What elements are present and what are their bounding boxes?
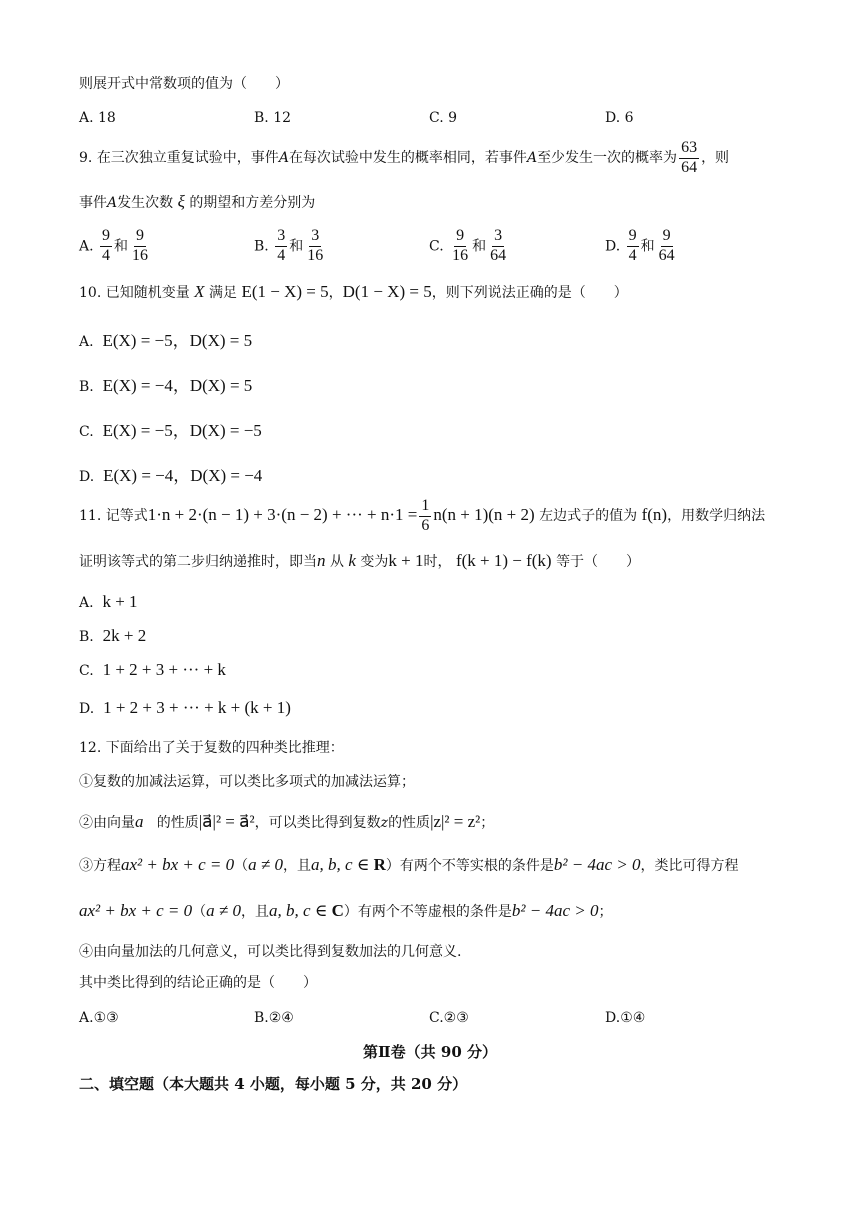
- q11-option-d: D. 1 + 2 + 3 + ··· + k + (k + 1): [79, 698, 291, 717]
- q11-fraction: $\frac{1}{6}$: [421, 496, 430, 534]
- q12-option-d: D.①④: [605, 1010, 646, 1026]
- q11-stem-line2: 证明该等式的第二步归纳递推时，即当n 从 k 变为k + 1时， f(k + 1) − f(k) 等于（ ）: [79, 551, 641, 570]
- q10-option-a: A. E(X) = −5，D(X) = 5: [79, 331, 253, 350]
- q11-option-c: C. 1 + 2 + 3 + ··· + k: [79, 660, 226, 679]
- q8-stem-tail: 则展开式中常数项的值为（ ）: [79, 76, 289, 92]
- q9-option-b: B. $\frac{3}{4}$ 和 $\frac{3}{16}$: [254, 227, 324, 264]
- q9-stem-line1: 9. 在三次独立重复试验中，事件A在每次试验中发生的概率相同，若事件A至少发生一次的概率为 $\frac{63}{64}$ ，则: [79, 138, 730, 176]
- q10-option-c: C. E(X) = −5，D(X) = −5: [79, 421, 262, 440]
- q12-item1: ①复数的加减法运算，可以类比多项式的加减法运算；: [79, 774, 415, 790]
- q11-stem-line1: 11. 记等式1·n + 2·(n − 1) + 3·(n − 2) + ··· + n·1 = $\frac{1}{6}$ n(n + 1)(n + 2) 左边式子的值为 f(n)，用数学归纳法: [79, 496, 766, 534]
- q12-item3-line2: ax² + bx + c = 0（a ≠ 0，且a, b, c ∈ C）有两个不等虚根的条件是b² − 4ac > 0；: [79, 901, 613, 920]
- q8-option-a: A. 18: [79, 110, 116, 126]
- q8-option-c: C. 9: [429, 110, 458, 126]
- q8-option-b: B. 12: [254, 110, 292, 126]
- section-title: 第Ⅱ卷（共 90 分）: [363, 1043, 497, 1061]
- q9-option-d: D. $\frac{9}{4}$ 和 $\frac{9}{64}$: [605, 227, 675, 264]
- q9-option-a: A. $\frac{9}{4}$ 和 $\frac{9}{16}$: [79, 227, 149, 264]
- q8-option-d: D. 6: [605, 110, 634, 126]
- q12-item3-line1: ③方程ax² + bx + c = 0（a ≠ 0，且a, b, c ∈ R）有两个不等实根的条件是b² − 4ac > 0，类比可得方程: [79, 855, 739, 874]
- section-heading-fill-in: 二、填空题（本大题共 4 小题，每小题 5 分，共 20 分）: [79, 1075, 468, 1093]
- q12-item4: ④由向量加法的几何意义，可以类比得到复数加法的几何意义.: [79, 944, 462, 960]
- q12-option-a: A.①③: [79, 1010, 119, 1026]
- q12-intro: 12. 下面给出了关于复数的四种类比推理：: [79, 740, 344, 756]
- q10-option-d: D. E(X) = −4，D(X) = −4: [79, 466, 263, 485]
- q11-option-a: A. k + 1: [79, 592, 138, 611]
- q10-option-b: B. E(X) = −4，D(X) = 5: [79, 376, 253, 395]
- q11-option-b: B. 2k + 2: [79, 626, 147, 645]
- q10-stem: 10. 已知随机变量 X 满足 E(1 − X) = 5，D(1 − X) = 5，则下列说法正确的是（ ）: [79, 282, 628, 301]
- q9-option-c: C. $\frac{9}{16}$ 和 $\frac{3}{64}$: [429, 227, 507, 264]
- q12-item2: ②由向量a⃗的性质|a⃗|² = a⃗²，可以类比得到复数z的性质|z|² = z²；: [79, 812, 495, 831]
- q9-stem-line2: 事件A发生次数 ξ 的期望和方差分别为: [79, 192, 316, 211]
- q12-question: 其中类比得到的结论正确的是（ ）: [79, 975, 317, 991]
- q12-option-b: B.②④: [254, 1010, 294, 1026]
- q9-probability-fraction: $\frac{63}{64}$: [681, 138, 698, 176]
- q12-option-c: C.②③: [429, 1010, 469, 1026]
